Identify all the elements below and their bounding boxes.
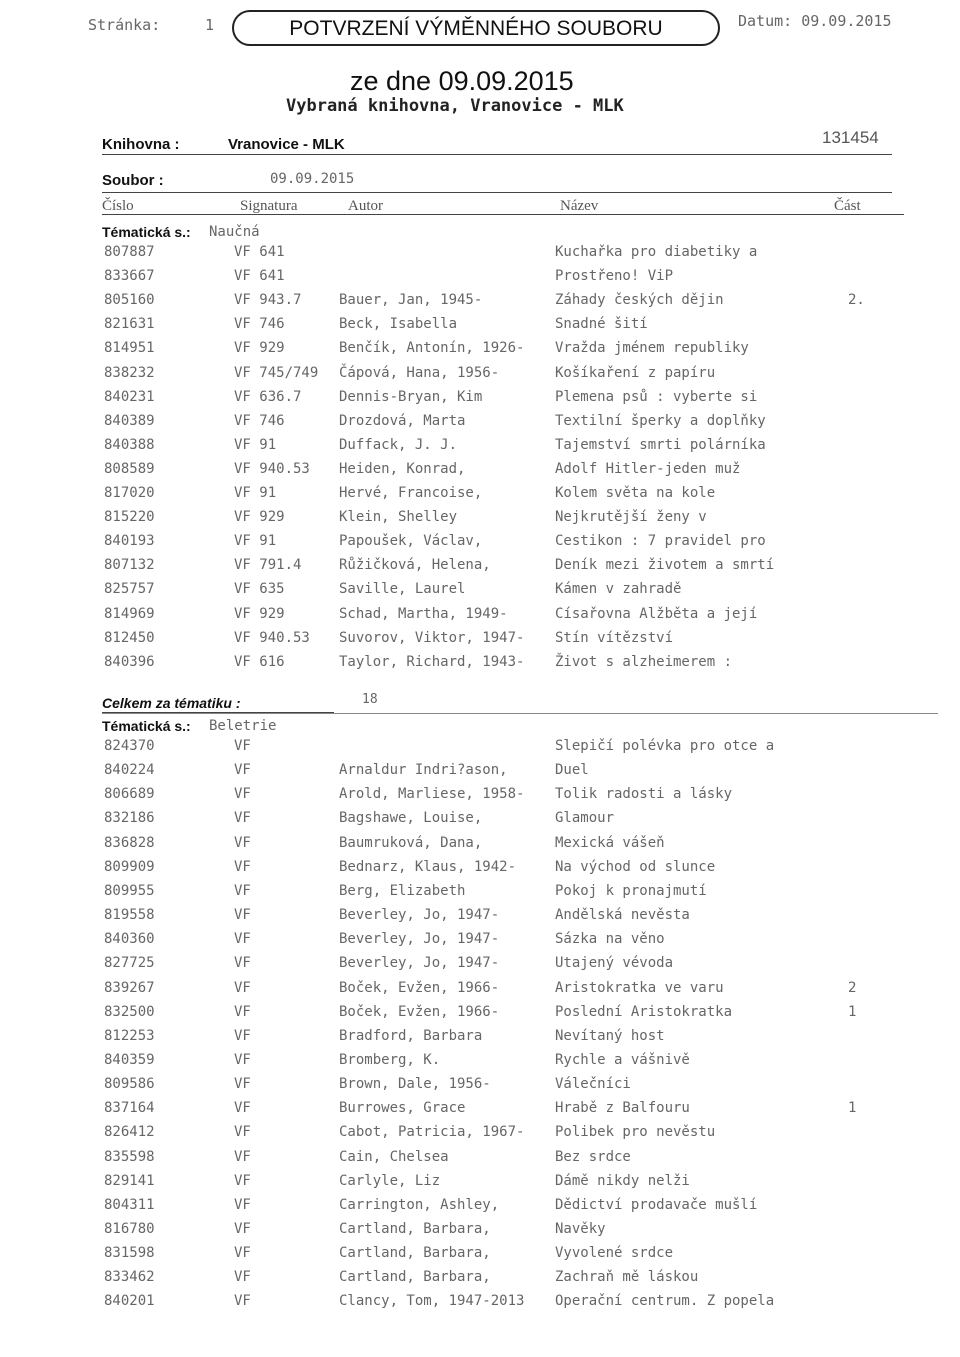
row-signatura: VF 929: [234, 605, 285, 622]
row-number: 840389: [104, 412, 155, 429]
row-cast: 1: [848, 1003, 857, 1020]
row-nazev: Nevítaný host: [555, 1027, 665, 1044]
row-signatura: VF: [234, 1027, 251, 1044]
row-signatura: VF 791.4: [234, 557, 302, 574]
row-autor: Baumruková, Dana,: [339, 834, 483, 851]
row-autor: Bauer, Jan, 1945-: [339, 292, 483, 309]
row-nazev: Život s alzheimerem :: [555, 653, 733, 670]
row-signatura: VF 641: [234, 268, 285, 285]
row-nazev: Tolik radosti a lásky: [555, 786, 733, 803]
row-nazev: Sázka na věno: [555, 931, 665, 948]
row-autor: Papoušek, Václav,: [339, 533, 483, 550]
row-number: 825757: [104, 581, 155, 598]
row-nazev: Tajemství smrti polárníka: [555, 436, 766, 453]
row-nazev: Operační centrum. Z popela: [555, 1293, 775, 1310]
row-nazev: Navěky: [555, 1221, 606, 1237]
row-number: 840388: [104, 436, 155, 453]
row-signatura: VF: [234, 882, 251, 899]
row-number: 832500: [104, 1003, 155, 1020]
soubor-value: 09.09.2015: [270, 171, 355, 187]
row-signatura: VF: [234, 1148, 251, 1165]
row-number: 814969: [104, 605, 155, 622]
page-number: 1: [205, 16, 215, 34]
row-nazev: Poslední Aristokratka: [555, 1003, 733, 1020]
row-autor: Cartland, Barbara,: [339, 1221, 491, 1237]
divider: [102, 713, 938, 714]
row-autor: Arold, Marliese, 1958-: [339, 786, 525, 803]
section-label: Tématická s.:: [102, 224, 191, 240]
row-signatura: VF 91: [234, 533, 277, 550]
row-number: 836828: [104, 834, 155, 851]
row-nazev: Slepičí polévka pro otce a: [555, 738, 775, 754]
row-nazev: Válečníci: [555, 1076, 631, 1093]
row-number: 804311: [104, 1196, 155, 1213]
column-header-nazev: Název: [560, 198, 599, 214]
library-label: Knihovna :: [102, 136, 180, 153]
row-number: 840224: [104, 762, 155, 779]
row-signatura: VF 746: [234, 316, 285, 333]
row-nazev: Stín vítězství: [555, 629, 674, 646]
row-cast: 2: [848, 979, 857, 996]
row-autor: Cain, Chelsea: [339, 1148, 449, 1165]
row-number: 833667: [104, 268, 155, 285]
row-autor: Cabot, Patricia, 1967-: [339, 1124, 525, 1141]
row-autor: Heiden, Konrad,: [339, 460, 466, 477]
soubor-label: Soubor :: [102, 172, 164, 189]
row-nazev: Adolf Hitler-jeden muž: [555, 460, 741, 477]
row-signatura: VF: [234, 738, 251, 754]
row-nazev: Andělská nevěsta: [555, 907, 690, 924]
row-signatura: VF: [234, 1051, 251, 1068]
row-number: 806689: [104, 786, 155, 803]
column-header-cislo: Číslo: [102, 198, 134, 214]
row-number: 837164: [104, 1100, 155, 1117]
row-number: 821631: [104, 316, 155, 333]
row-autor: Beverley, Jo, 1947-: [339, 931, 500, 948]
row-autor: Cartland, Barbara,: [339, 1269, 491, 1286]
row-autor: Taylor, Richard, 1943-: [339, 653, 525, 670]
row-signatura: VF: [234, 834, 251, 851]
row-autor: Drozdová, Marta: [339, 412, 466, 429]
row-nazev: Kámen v zahradě: [555, 581, 682, 598]
row-signatura: VF 635: [234, 581, 285, 598]
row-autor: Beverley, Jo, 1947-: [339, 955, 500, 972]
row-nazev: Mexická vášeň: [555, 834, 665, 851]
row-number: 840201: [104, 1293, 155, 1310]
row-autor: Růžičková, Helena,: [339, 557, 491, 574]
row-signatura: VF: [234, 907, 251, 924]
row-autor: Beverley, Jo, 1947-: [339, 907, 500, 924]
row-number: 807887: [104, 244, 155, 260]
column-header-autor: Autor: [348, 198, 383, 214]
row-signatura: VF: [234, 931, 251, 948]
row-cast: 2.: [848, 292, 865, 309]
row-nazev: Košíkaření z papíru: [555, 364, 716, 381]
row-nazev: Cestikon : 7 pravidel pro: [555, 533, 766, 550]
row-nazev: Dědictví prodavače mušlí: [555, 1196, 758, 1213]
row-nazev: Záhady českých dějin: [555, 292, 724, 309]
row-number: 812450: [104, 629, 155, 646]
row-nazev: Duel: [555, 762, 589, 779]
row-number: 840193: [104, 533, 155, 550]
section-value: Naučná: [209, 224, 260, 240]
row-signatura: VF: [234, 1196, 251, 1213]
row-nazev: Pokoj k pronajmutí: [555, 882, 707, 899]
row-nazev: Kolem světa na kole: [555, 485, 716, 501]
row-number: 808589: [104, 460, 155, 477]
divider: [102, 192, 892, 193]
row-autor: Arnaldur Indri?ason,: [339, 762, 508, 779]
divider: [102, 154, 892, 155]
row-number: 816780: [104, 1221, 155, 1237]
column-header-signatura: Signatura: [240, 198, 298, 214]
subtitle-library: Vybraná knihovna, Vranovice - MLK: [286, 96, 624, 116]
row-autor: Carlyle, Liz: [339, 1172, 441, 1189]
row-nazev: Utajený vévoda: [555, 955, 674, 972]
row-nazev: Prostřeno! ViP: [555, 268, 674, 285]
row-number: 840359: [104, 1051, 155, 1068]
row-number: 833462: [104, 1269, 155, 1286]
row-number: 824370: [104, 738, 155, 754]
section-label: Tématická s.:: [102, 718, 191, 734]
row-autor: Suvorov, Viktor, 1947-: [339, 629, 525, 646]
row-number: 815220: [104, 509, 155, 526]
row-autor: Čápová, Hana, 1956-: [339, 364, 500, 381]
row-nazev: Snadné šití: [555, 316, 648, 333]
row-signatura: VF: [234, 1100, 251, 1117]
row-autor: Duffack, J. J.: [339, 436, 458, 453]
row-signatura: VF 636.7: [234, 388, 302, 405]
document-date: Datum: 09.09.2015: [738, 12, 892, 30]
library-code: 131454: [822, 128, 879, 147]
divider: [102, 214, 904, 215]
row-signatura: VF: [234, 762, 251, 779]
row-number: 832186: [104, 810, 155, 827]
row-autor: Hervé, Francoise,: [339, 485, 483, 501]
row-autor: Cartland, Barbara,: [339, 1245, 491, 1262]
row-signatura: VF: [234, 786, 251, 803]
row-number: 814951: [104, 340, 155, 357]
row-nazev: Dámě nikdy nelži: [555, 1172, 690, 1189]
row-number: 812253: [104, 1027, 155, 1044]
row-number: 839267: [104, 979, 155, 996]
row-number: 817020: [104, 485, 155, 501]
row-autor: Bradford, Barbara: [339, 1027, 483, 1044]
row-autor: Clancy, Tom, 1947-2013: [339, 1293, 525, 1310]
column-header-cast: Část: [834, 198, 861, 214]
row-signatura: VF: [234, 1293, 251, 1310]
row-number: 840231: [104, 388, 155, 405]
row-number: 827725: [104, 955, 155, 972]
row-signatura: VF 745/749: [234, 364, 319, 381]
row-signatura: VF: [234, 1172, 251, 1189]
row-signatura: VF: [234, 1124, 251, 1141]
row-number: 835598: [104, 1148, 155, 1165]
subtitle-date: ze dne 09.09.2015: [350, 66, 574, 96]
row-nazev: Polibek pro nevěstu: [555, 1124, 716, 1141]
row-signatura: VF 641: [234, 244, 285, 260]
row-number: 826412: [104, 1124, 155, 1141]
row-nazev: Vyvolené srdce: [555, 1245, 674, 1262]
row-autor: Boček, Evžen, 1966-: [339, 979, 500, 996]
row-signatura: VF 940.53: [234, 629, 310, 646]
page-label: Stránka:: [88, 16, 161, 34]
row-number: 840360: [104, 931, 155, 948]
row-autor: Schad, Martha, 1949-: [339, 605, 508, 622]
row-nazev: Plemena psů : vyberte si: [555, 388, 758, 405]
row-signatura: VF: [234, 810, 251, 827]
row-autor: Bagshawe, Louise,: [339, 810, 483, 827]
row-signatura: VF 940.53: [234, 460, 310, 477]
row-autor: Carrington, Ashley,: [339, 1196, 500, 1213]
row-signatura: VF 746: [234, 412, 285, 429]
row-nazev: Textilní šperky a doplňky: [555, 412, 766, 429]
row-autor: Dennis-Bryan, Kim: [339, 388, 483, 405]
row-nazev: Nejkrutější ženy v: [555, 509, 707, 526]
row-number: 831598: [104, 1245, 155, 1262]
row-signatura: VF: [234, 955, 251, 972]
row-number: 809955: [104, 882, 155, 899]
row-nazev: Kuchařka pro diabetiky a: [555, 244, 758, 260]
row-number: 819558: [104, 907, 155, 924]
row-autor: Burrowes, Grace: [339, 1100, 466, 1117]
row-autor: Klein, Shelley: [339, 509, 458, 526]
row-nazev: Rychle a vášnivě: [555, 1051, 690, 1068]
row-signatura: VF: [234, 1003, 251, 1020]
row-number: 809586: [104, 1076, 155, 1093]
row-signatura: VF: [234, 1245, 251, 1262]
row-nazev: Vražda jménem republiky: [555, 340, 749, 357]
row-nazev: Císařovna Alžběta a její: [555, 605, 758, 622]
row-autor: Benčík, Antonín, 1926-: [339, 340, 525, 357]
library-value: Vranovice - MLK: [228, 136, 345, 153]
total-value: 18: [362, 692, 378, 707]
total-label: Celkem za tématiku :: [102, 695, 241, 711]
row-nazev: Bez srdce: [555, 1148, 631, 1165]
row-nazev: Aristokratka ve varu: [555, 979, 724, 996]
row-number: 809909: [104, 858, 155, 875]
row-signatura: VF 929: [234, 509, 285, 526]
row-signatura: VF: [234, 858, 251, 875]
row-autor: Berg, Elizabeth: [339, 882, 466, 899]
row-signatura: VF 616: [234, 653, 285, 670]
row-autor: Boček, Evžen, 1966-: [339, 1003, 500, 1020]
row-signatura: VF 91: [234, 485, 277, 501]
row-number: 829141: [104, 1172, 155, 1189]
row-signatura: VF: [234, 1076, 251, 1093]
row-number: 838232: [104, 364, 155, 381]
row-number: 805160: [104, 292, 155, 309]
row-signatura: VF: [234, 1221, 251, 1237]
row-autor: Bednarz, Klaus, 1942-: [339, 858, 517, 875]
section-value: Beletrie: [209, 718, 277, 734]
row-autor: Brown, Dale, 1956-: [339, 1076, 491, 1093]
row-nazev: Zachraň mě láskou: [555, 1269, 699, 1286]
document-title: POTVRZENÍ VÝMĚNNÉHO SOUBORU: [232, 10, 720, 46]
row-signatura: VF 943.7: [234, 292, 302, 309]
row-signatura: VF 929: [234, 340, 285, 357]
row-signatura: VF: [234, 979, 251, 996]
row-nazev: Glamour: [555, 810, 615, 827]
row-number: 840396: [104, 653, 155, 670]
row-cast: 1: [848, 1100, 857, 1117]
row-nazev: Na východ od slunce: [555, 858, 716, 875]
row-number: 807132: [104, 557, 155, 574]
row-signatura: VF: [234, 1269, 251, 1286]
row-nazev: Hrabě z Balfouru: [555, 1100, 690, 1117]
row-autor: Beck, Isabella: [339, 316, 458, 333]
row-autor: Bromberg, K.: [339, 1051, 441, 1068]
row-nazev: Deník mezi životem a smrtí: [555, 557, 775, 574]
row-autor: Saville, Laurel: [339, 581, 466, 598]
row-signatura: VF 91: [234, 436, 277, 453]
